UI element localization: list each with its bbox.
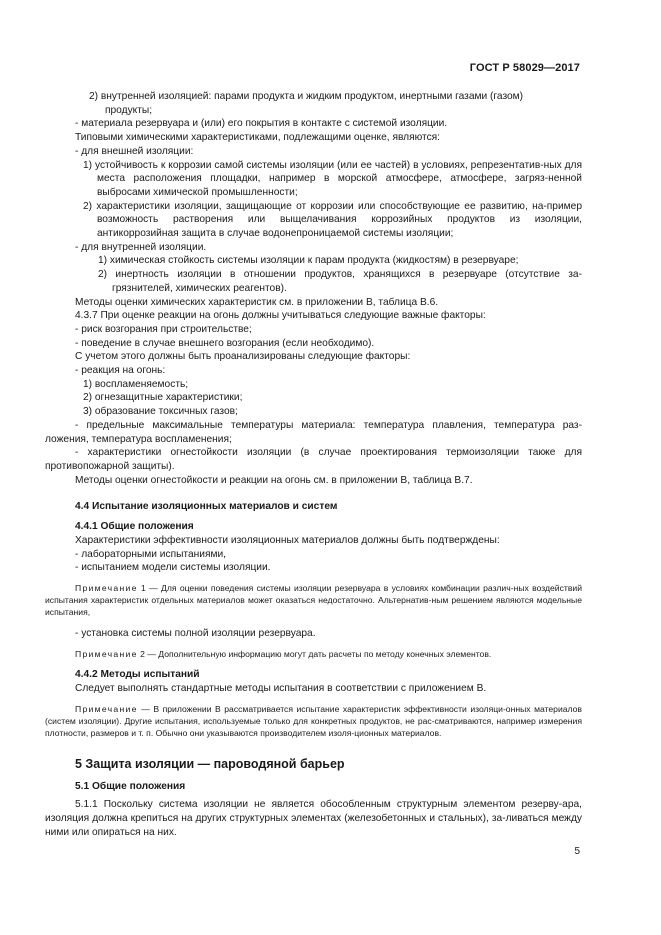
text-line: - предельные максимальные температуры материала: температура плавления, температура раз-ложения, температура воспламенения; [45, 419, 582, 445]
page-body [45, 90, 582, 839]
text-line: - поведение в случае внешнего возгорания (если необходимо). [75, 337, 375, 349]
subsection-heading: 4.4.2 Методы испытаний [75, 669, 200, 681]
subsection-heading: 4.4.1 Общие положения [75, 521, 194, 533]
text-line: - установка системы полной изоляции резервуара. [75, 627, 316, 639]
text-line: Следует выполнять стандартные методы испытания в соответствии с приложением В. [75, 683, 487, 695]
document-header: ГОСТ Р 58029—2017 [469, 62, 580, 74]
text-line: 2) внутренней изоляцией: парами продукта и жидким продуктом, инертными газами (газом) [89, 91, 524, 102]
section-heading: 4.4 Испытание изоляционных материалов и систем [75, 501, 338, 513]
text-line: - лабораторными испытаниями, [75, 548, 226, 560]
subsection-heading: 5.1 Общие положения [75, 781, 186, 793]
note: Примечание — В приложении В рассматривается испытание характеристик эффективности изоляци-онных материалов (систем изоляции). Другие испытания, используемые только для конкретных продуктов, не рас-сматриваются, например измерения плотности, размеров и т. п. Обычно они указываются производителем изоля-ционных материалов. [45, 703, 582, 739]
text-line: - материала резервуара и (или) его покрытия в контакте с системой изоляции. [75, 118, 448, 130]
text-line: Методы оценки химических характеристик см. в приложении В, таблица В.6. [75, 296, 439, 308]
text-line: Типовыми химическими характеристиками, подлежащими оценке, являются: [75, 132, 441, 144]
list-item: 1) устойчивость к коррозии самой системы изоляции (или ее частей) в условиях, репрезентатив-ных для места расположения площадки, например в морской атмосфере, атмосфере, загряз-ненной выбросами химической промышленности; [83, 159, 582, 198]
text-line: - испытанием модели системы изоляции. [75, 562, 271, 574]
list-item: 1) воспламеняемость; [83, 378, 189, 390]
note: Примечание 2 — Дополнительную информацию могут дать расчеты по методу конечных элементов. [75, 649, 492, 660]
text-line: С учетом этого должны быть проанализированы следующие факторы: [75, 351, 411, 363]
text-line: Характеристики эффективности изоляционных материалов должны быть подтверждены: [75, 534, 500, 546]
text-line: - риск возгорания при строительстве; [75, 323, 252, 335]
list-item: 2) огнезащитные характеристики; [83, 392, 243, 404]
list-item: 2) инертность изоляции в отношении продуктов, хранящихся в резервуаре (отсутствие за-грязнителей, химических реагентов). [98, 269, 582, 294]
chapter-heading: 5 Защита изоляции — пароводяной барьер [75, 757, 345, 772]
list-item: 3) образование токсичных газов; [83, 406, 238, 418]
list-item: 1) химическая стойкость системы изоляции к парам продукта (жидкостям) в резервуаре; [98, 255, 519, 267]
text-line: - для внутренней изоляции. [75, 241, 207, 253]
text-line: Методы оценки огнестойкости и реакции на огонь см. в приложении В, таблица В.7. [75, 474, 473, 486]
text-line: - характеристики огнестойкости изоляции (в случае проектирования термоизоляции также для противопожарной защиты). [45, 447, 582, 472]
text-line: - реакция на огонь: [75, 365, 166, 377]
text-line: 5.1.1 Поскольку система изоляции не является обособленным структурным элементом резерву-ара, изоляция должна крепиться на других структурных элементах (железобетонных и стальных), за-ливаться между ними или опираться на них. [45, 799, 582, 838]
text-line: - для внешней изоляции: [75, 145, 194, 157]
text-line: продукты; [105, 104, 153, 116]
text-line: 4.3.7 При оценке реакции на огонь должны учитываться следующие важные факторы: [75, 310, 486, 322]
page-number: 5 [574, 846, 580, 857]
list-item: 2) характеристики изоляции, защищающие от коррозии или способствующие ее развитию, на-пример возможность растворения или выщелачивания коррозийных продуктов из изоляции, антикоррозийная защита в случае водонепроницаемой системы изоляции; [83, 200, 582, 240]
note: Примечание 1 — Для оценки поведения системы изоляции резервуара в условиях комбинации различ-ных воздействий испытания характеристик отдельных материалов может оказаться недостаточно. Альтернатив-ным решением являются модельные испытания, [45, 582, 582, 618]
